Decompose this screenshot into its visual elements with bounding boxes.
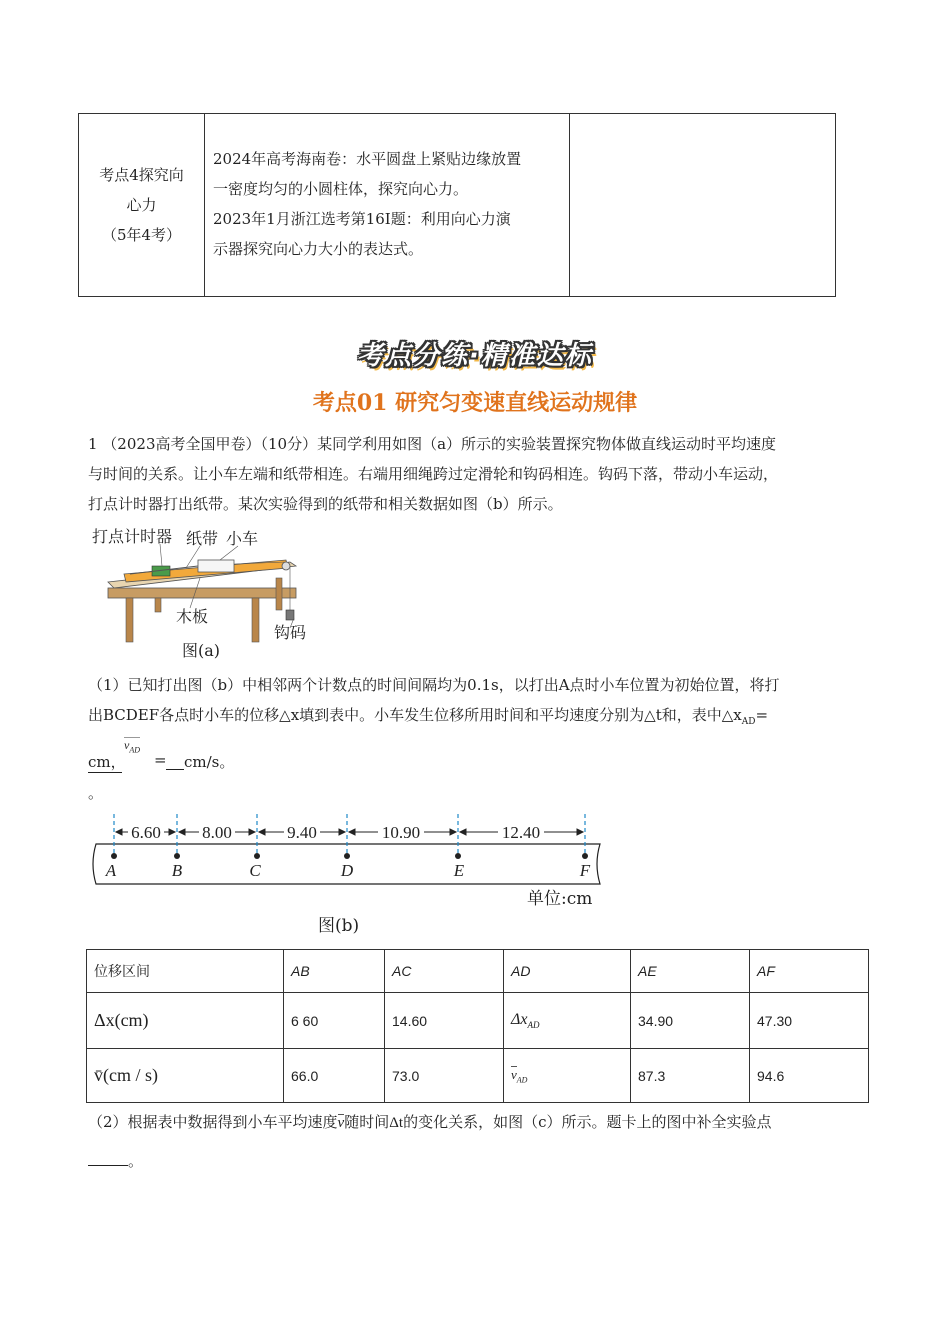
interval-ef: 12.40 [501, 823, 541, 842]
cell-dx-af: 47.30 [750, 993, 869, 1049]
header-ab: AB [284, 950, 385, 993]
exam-history-line4: 示器探究向心力大小的表达式。 [213, 240, 424, 258]
answer-blank-dx[interactable]: cm， [88, 753, 126, 771]
cell-dx-ae: 34.90 [631, 993, 750, 1049]
answer-blank-points[interactable] [88, 1151, 128, 1166]
point-d: D [340, 861, 354, 880]
exam-history-line2: 一密度均匀的小圆柱体，探究向心力。 [213, 180, 469, 198]
header-ac: AC [385, 950, 504, 993]
exam-point-label-line3: （5年4考） [101, 226, 182, 244]
row-dx-label: Δx(cm) [87, 993, 284, 1049]
interval-bc: 8.00 [202, 823, 232, 842]
exam-point-label-line1: 考点4探究向 [99, 166, 184, 184]
label-board: 木板 [176, 607, 209, 626]
header-interval: 位移区间 [87, 950, 284, 993]
point-b: B [171, 861, 183, 880]
cell-v-ae: 87.3 [631, 1049, 750, 1103]
header-ae: AE [631, 950, 750, 993]
label-weight: 钩码 [274, 623, 307, 642]
exam-history-cell [204, 114, 570, 296]
exam-point-label-line2: 心力 [126, 196, 157, 214]
label-timer: 打点计时器 [92, 527, 173, 546]
question-line3: 打点计时器打出纸带。某次实验得到的纸带和相关数据如图（b）所示。 [88, 495, 563, 513]
interval-cd: 9.40 [287, 823, 317, 842]
exam-point-table [78, 113, 836, 297]
vbar-ad-symbol: $v_{AD}$ [124, 737, 140, 757]
part1-line2: 出BCDEF各点时小车的位移△x填到表中。小车发生位移所用时间和平均速度分别为△t和，表中$\triangle x_{AD}=$ [88, 706, 769, 727]
point-c: C [249, 861, 261, 880]
cell-v-ac: 73.0 [385, 1049, 504, 1103]
cell-v-ad: $v_{AD}$ [504, 1049, 631, 1103]
question-line2: 与时间的关系。让小车左端和纸带相连。右端用细绳跨过定滑轮和钩码相连。钩码下落，带动小车运动， [88, 465, 779, 483]
figure-a-apparatus [90, 522, 330, 664]
dt-symbol: Δt [389, 1115, 404, 1131]
exam-history-line3: 2023年1月浙江选考第16I题：利用向心力演 [213, 210, 511, 228]
question-line1: 1 （2023高考全国甲卷）（10分）某同学利用如图（a）所示的实验装置探究物体做直线运动时平均速度 [88, 435, 777, 453]
displacement-table [86, 949, 869, 1103]
part2-answer-line: 。 [88, 1150, 143, 1171]
figure-b-caption: 图(b) [318, 916, 360, 936]
figure-b-tape [86, 812, 616, 942]
answer-blank-v[interactable] [166, 769, 184, 770]
unit-label: 单位:cm [527, 889, 593, 909]
part1-answer-line [88, 737, 488, 777]
cell-v-ab: 66.0 [284, 1049, 385, 1103]
part2-text: （2）根据表中数据得到小车平均速度v随时间Δt的变化关系，如图（c）所示。题卡上的图中补全实验点 [88, 1113, 772, 1131]
part1-line1: （1）已知打出图（b）中相邻两个计数点的时间间隔均为0.1s，以打出A点时小车位置为初始位置，将打 [88, 676, 780, 694]
cell-dx-ac: 14.60 [385, 993, 504, 1049]
table-row [87, 993, 869, 1049]
exam-point-cell [79, 114, 205, 296]
table-row [87, 1049, 869, 1103]
part1-line4: 。 [88, 784, 104, 802]
point-f: F [579, 861, 591, 880]
part1-text [88, 670, 868, 737]
label-cart: 小车 [226, 529, 259, 548]
point-e: E [453, 861, 465, 880]
cell-dx-ad: $\Delta x_{AD}$ [504, 993, 631, 1049]
header-ad: AD [504, 950, 631, 993]
question-text [88, 429, 868, 519]
cell-v-af: 94.6 [750, 1049, 869, 1103]
exam-history-line1: 2024年高考海南卷：水平圆盘上紧贴边缘放置 [213, 150, 522, 168]
point-a: A [105, 861, 117, 880]
equals-sign: = [154, 751, 167, 769]
section-title: 考点01 研究匀变速直线运动规律 [312, 390, 638, 416]
interval-ab: 6.60 [131, 823, 161, 842]
unit-cms: cm/s。 [184, 753, 235, 771]
cell-dx-ab: 6 60 [284, 993, 385, 1049]
label-tape: 纸带 [186, 529, 219, 548]
figure-a-caption: 图(a) [182, 641, 221, 660]
table-header-row [87, 950, 869, 993]
section-banner: 考点分练·精准达标 [357, 340, 593, 371]
vbar-symbol: v [337, 1115, 345, 1131]
row-v-label: v̄(cm / s) [87, 1049, 284, 1103]
interval-de: 10.90 [381, 823, 421, 842]
header-af: AF [750, 950, 869, 993]
